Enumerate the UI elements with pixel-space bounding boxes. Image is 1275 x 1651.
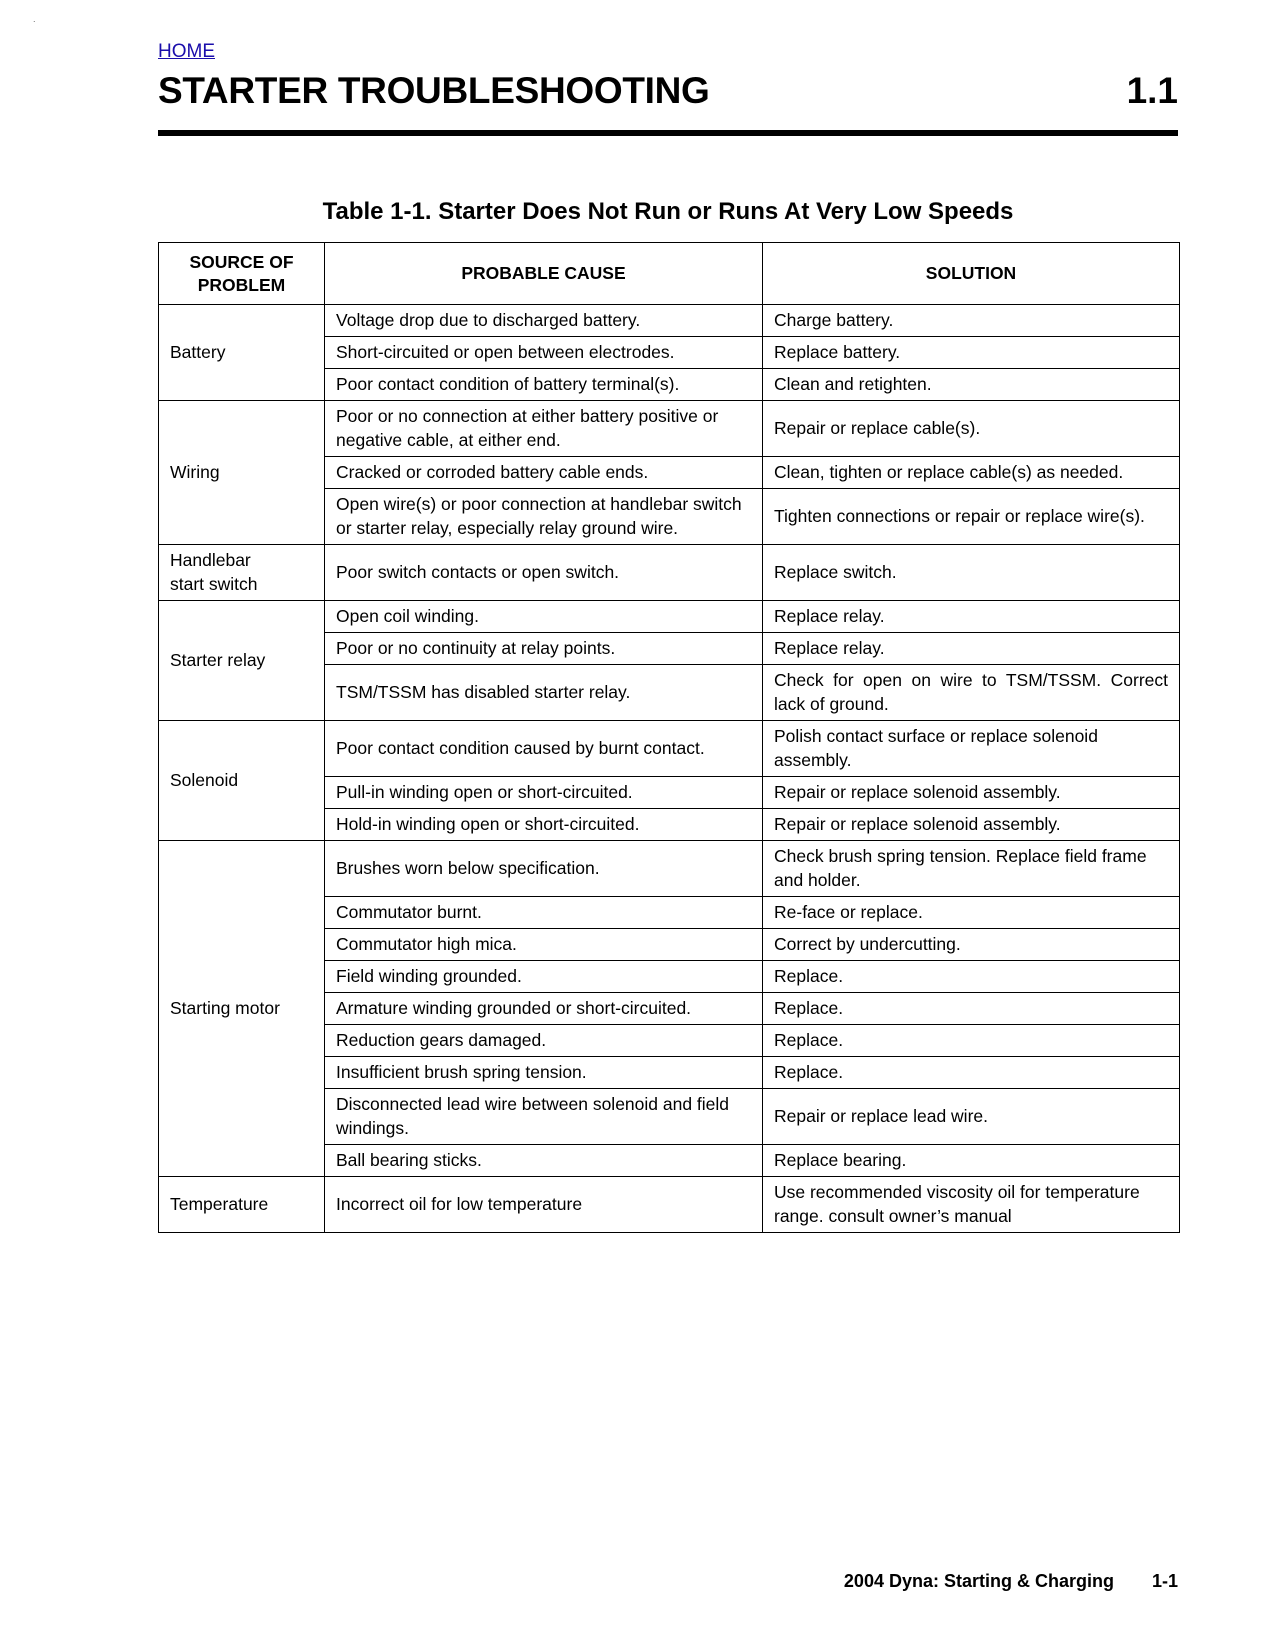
column-header-solution: SOLUTION	[763, 243, 1180, 305]
cause-cell: Short-circuited or open between electrodes.	[325, 337, 763, 369]
cause-cell: Incorrect oil for low temperature	[325, 1177, 763, 1233]
table-caption: Table 1-1. Starter Does Not Run or Runs At Very Low Speeds	[322, 198, 1014, 225]
cause-cell: Commutator high mica.	[325, 929, 763, 961]
solution-cell: Replace.	[763, 1057, 1180, 1089]
cause-cell: Poor or no connection at either battery positive or negative cable, at either end.	[325, 401, 763, 457]
solution-cell: Replace relay.	[763, 601, 1180, 633]
cause-cell: Disconnected lead wire between solenoid and field windings.	[325, 1089, 763, 1145]
solution-cell: Repair or replace solenoid assembly.	[763, 777, 1180, 809]
source-cell: Temperature	[159, 1177, 325, 1233]
cause-cell: Insufficient brush spring tension.	[325, 1057, 763, 1089]
solution-cell: Clean and retighten.	[763, 369, 1180, 401]
page-title: STARTER TROUBLESHOOTING	[158, 70, 710, 111]
cause-cell: Voltage drop due to discharged battery.	[325, 305, 763, 337]
home-link[interactable]: HOME	[158, 41, 215, 62]
table-row	[159, 841, 1180, 897]
cause-cell: Poor contact condition of battery terminal(s).	[325, 369, 763, 401]
troubleshooting-table	[158, 242, 1180, 1233]
table-row	[159, 401, 1180, 457]
solution-cell: Repair or replace lead wire.	[763, 1089, 1180, 1145]
table-row	[159, 721, 1180, 777]
cause-cell: TSM/TSSM has disabled starter relay.	[325, 665, 763, 721]
source-cell: Starting motor	[159, 841, 325, 1177]
section-number: 1.1	[1126, 70, 1178, 111]
solution-cell: Tighten connections or repair or replace wire(s).	[763, 489, 1180, 545]
source-cell: Battery	[159, 305, 325, 401]
solution-cell: Replace.	[763, 993, 1180, 1025]
solution-cell: Use recommended viscosity oil for temperature range. consult owner’s manual	[763, 1177, 1180, 1233]
solution-cell: Polish contact surface or replace solenoid assembly.	[763, 721, 1180, 777]
table-row	[159, 601, 1180, 633]
cause-cell: Commutator burnt.	[325, 897, 763, 929]
table-row	[159, 1177, 1180, 1233]
table-row	[159, 305, 1180, 337]
cause-cell: Poor contact condition caused by burnt contact.	[325, 721, 763, 777]
cause-cell: Pull-in winding open or short-circuited.	[325, 777, 763, 809]
solution-cell: Replace battery.	[763, 337, 1180, 369]
solution-cell: Repair or replace cable(s).	[763, 401, 1180, 457]
cause-cell: Cracked or corroded battery cable ends.	[325, 457, 763, 489]
cause-cell: Hold-in winding open or short-circuited.	[325, 809, 763, 841]
cause-cell: Poor switch contacts or open switch.	[325, 545, 763, 601]
cause-cell: Ball bearing sticks.	[325, 1145, 763, 1177]
column-header-cause: PROBABLE CAUSE	[325, 243, 763, 305]
cause-cell: Open wire(s) or poor connection at handlebar switch or starter relay, especially relay ground wire.	[325, 489, 763, 545]
solution-cell: Correct by undercutting.	[763, 929, 1180, 961]
solution-cell: Replace.	[763, 1025, 1180, 1057]
solution-cell: Replace.	[763, 961, 1180, 993]
source-cell: Wiring	[159, 401, 325, 545]
solution-cell: Replace relay.	[763, 633, 1180, 665]
page-header	[158, 70, 1178, 136]
solution-cell: Repair or replace solenoid assembly.	[763, 809, 1180, 841]
cause-cell: Brushes worn below specification.	[325, 841, 763, 897]
solution-cell: Replace bearing.	[763, 1145, 1180, 1177]
source-cell: Starter relay	[159, 601, 325, 721]
source-cell: Handlebar start switch	[159, 545, 325, 601]
table-body	[159, 305, 1180, 1233]
page-footer	[844, 1571, 1178, 1592]
table-header-row	[159, 243, 1180, 305]
cause-cell: Open coil winding.	[325, 601, 763, 633]
column-header-source: SOURCE OF PROBLEM	[159, 243, 325, 305]
solution-cell: Check brush spring tension. Replace field frame and holder.	[763, 841, 1180, 897]
source-cell: Solenoid	[159, 721, 325, 841]
cause-cell: Armature winding grounded or short-circuited.	[325, 993, 763, 1025]
footer-page-number: 1-1	[1151, 1571, 1178, 1591]
solution-cell: Charge battery.	[763, 305, 1180, 337]
solution-cell: Replace switch.	[763, 545, 1180, 601]
footer-title: 2004 Dyna: Starting & Charging	[843, 1571, 1114, 1591]
cause-cell: Reduction gears damaged.	[325, 1025, 763, 1057]
cause-cell: Field winding grounded.	[325, 961, 763, 993]
solution-cell: Check for open on wire to TSM/TSSM. Correct lack of ground.	[763, 665, 1180, 721]
solution-cell: Re-face or replace.	[763, 897, 1180, 929]
cause-cell: Poor or no continuity at relay points.	[325, 633, 763, 665]
page-mark: .	[33, 14, 36, 24]
table-row	[159, 545, 1180, 601]
solution-cell: Clean, tighten or replace cable(s) as needed.	[763, 457, 1180, 489]
